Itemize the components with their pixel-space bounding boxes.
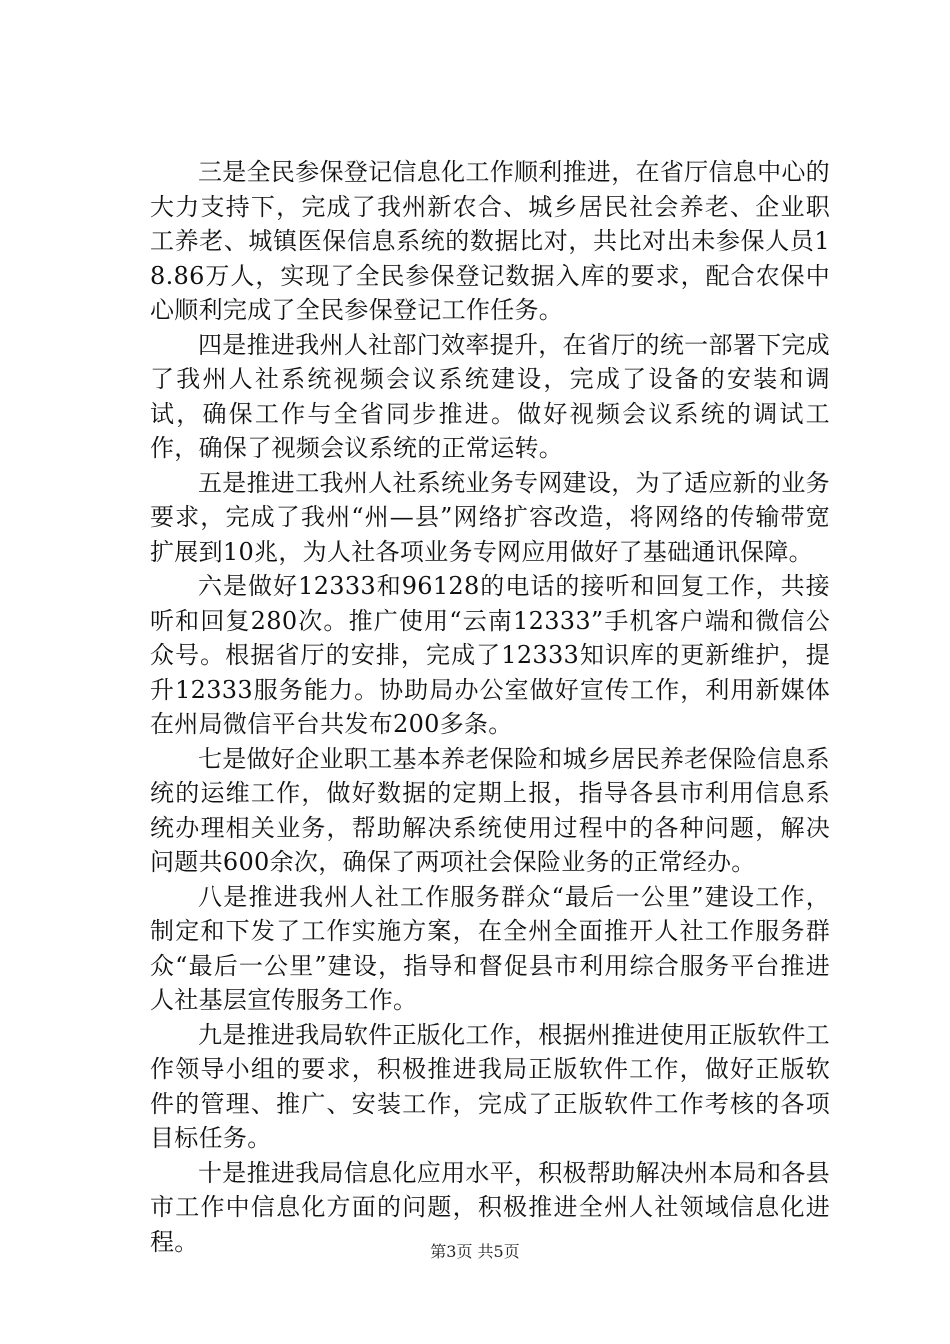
paragraph-6: 六是做好12333和96128的电话的接听和回复工作，共接听和回复280次。推广使用“云南12333”手机客户端和微信公众号。根据省厅的安排，完成了12333知识库的更新维护，提升12333服务能力。协助局办公室做好宣传工作，利用新媒体在州局微信平台共发布200多条。 — [150, 572, 830, 738]
paragraph-9: 九是推进我局软件正版化工作，根据州推进使用正版软件工作领导小组的要求，积极推进我局正版软件工作，做好正版软件的管理、推广、安装工作，完成了正版软件工作考核的各项目标任务。 — [150, 1020, 830, 1152]
document-body — [150, 155, 830, 1259]
paragraph-3: 三是全民参保登记信息化工作顺利推进，在省厅信息中心的大力支持下，完成了我州新农合、城乡居民社会养老、企业职工养老、城镇医保信息系统的数据比对，共比对出未参保人员18.86万人，实现了全民参保登记数据入库的要求，配合农保中心顺利完成了全民参保登记工作任务。 — [150, 158, 830, 324]
page-number-footer: 第3页 共5页 — [430, 1242, 520, 1261]
paragraph-5: 五是推进工我州人社系统业务专网建设，为了适应新的业务要求，完成了我州“州—县”网络扩容改造，将网络的传输带宽扩展到10兆，为人社各项业务专网应用做好了基础通讯保障。 — [150, 468, 830, 566]
paragraph-7: 七是做好企业职工基本养老保险和城乡居民养老保险信息系统的运维工作，做好数据的定期上报，指导各县市利用信息系统办理相关业务，帮助解决系统使用过程中的各种问题，解决问题共600余次，确保了两项社会保险业务的正常经办。 — [150, 744, 830, 876]
paragraph-8: 八是推进我州人社工作服务群众“最后一公里”建设工作，制定和下发了工作实施方案，在全州全面推开人社工作服务群众“最后一公里”建设，指导和督促县市利用综合服务平台推进人社基层宣传服务工作。 — [150, 882, 830, 1014]
paragraph-4: 四是推进我州人社部门效率提升，在省厅的统一部署下完成了我州人社系统视频会议系统建设，完成了设备的安装和调试，确保工作与全省同步推进。做好视频会议系统的调试工作，确保了视频会议系统的正常运转。 — [150, 330, 830, 462]
paragraph-10: 十是推进我局信息化应用水平，积极帮助解决州本局和各县市工作中信息化方面的问题，积极推进全州人社领域信息化进程。 — [150, 1158, 830, 1256]
